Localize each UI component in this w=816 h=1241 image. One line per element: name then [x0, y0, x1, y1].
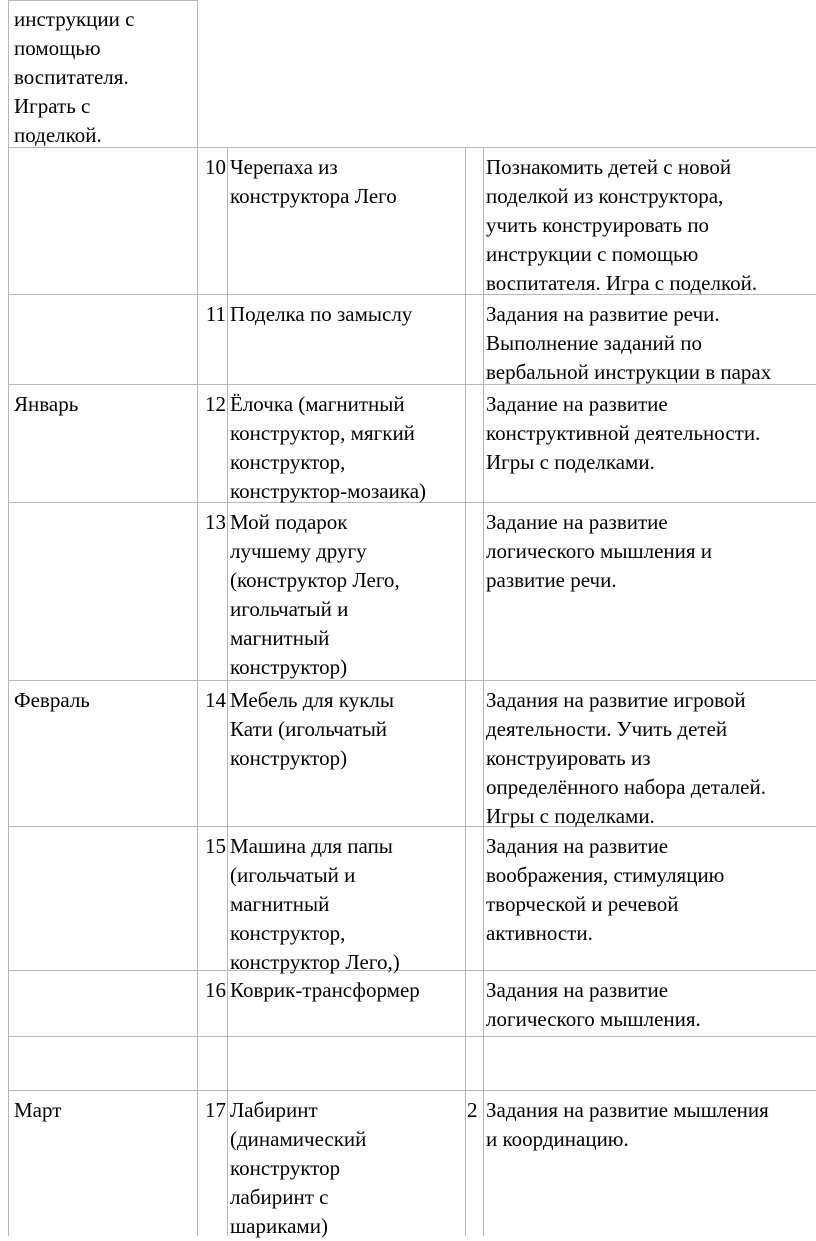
- column-border: [465, 147, 466, 1236]
- lesson-title: Мебель для куклы Кати (игольчатый конструктор): [230, 688, 395, 770]
- row-border: [8, 147, 816, 148]
- lesson-number: 10: [205, 155, 226, 179]
- lesson-number: 16: [205, 978, 226, 1002]
- lesson-description: Познакомить детей с новой поделкой из конструктора, учить конструировать по инструкции с помощью воспитателя. Игра с поделкой.: [486, 155, 758, 295]
- lesson-number: 15: [205, 834, 226, 858]
- lesson-title: Мой подарок лучшему другу (конструктор Лего, игольчатый и магнитный конструктор): [230, 510, 400, 679]
- top-cell-text: инструкции с помощью воспитателя. Играть с поделкой.: [14, 7, 135, 147]
- lesson-description: Задания на развитие воображения, стимуляцию творческой и речевой активности.: [486, 834, 725, 945]
- row-border: [8, 1036, 816, 1037]
- lesson-number: 12: [205, 392, 226, 416]
- month-cell: Январь: [14, 392, 79, 416]
- lesson-description: Задания на развитие мышления и координацию.: [486, 1098, 769, 1151]
- lesson-title: Ёлочка (магнитный конструктор, мягкий конструктор, конструктор-мозаика): [230, 392, 427, 503]
- lesson-title: Машина для папы (игольчатый и магнитный конструктор, конструктор Лего,): [230, 834, 400, 974]
- lesson-description: Задание на развитие логического мышления и развитие речи.: [486, 510, 713, 592]
- lesson-title: Коврик-трансформер: [230, 978, 420, 1002]
- lesson-number: 13: [205, 510, 226, 534]
- row-border: [8, 1090, 816, 1091]
- column-border: [483, 147, 484, 1236]
- lesson-title: Поделка по замыслу: [230, 302, 413, 326]
- column-border: [8, 147, 9, 1236]
- lesson-number: 17: [205, 1098, 226, 1122]
- table-border: [8, 0, 197, 1]
- table-border: [8, 0, 9, 147]
- lesson-description: Задания на развитие игровой деятельности. Учить детей конструировать из определённого набора деталей. Игры с поделками.: [486, 688, 766, 828]
- lesson-number: 11: [205, 302, 226, 326]
- lesson-description: Задания на развитие речи. Выполнение заданий по вербальной инструкции в парах: [486, 302, 772, 384]
- lesson-title: Черепаха из конструктора Лего: [230, 155, 397, 208]
- lesson-title: Лабиринт (динамический конструктор лабиринт с шариками): [230, 1098, 367, 1238]
- hours-cell: 2: [467, 1098, 478, 1122]
- lesson-description: Задания на развитие логического мышления.: [486, 978, 701, 1031]
- lesson-description: Задание на развитие конструктивной деятельности. Игры с поделками.: [486, 392, 761, 474]
- month-cell: Февраль: [14, 688, 90, 712]
- month-cell: Март: [14, 1098, 62, 1122]
- table-border: [197, 0, 198, 147]
- column-border: [227, 147, 228, 1236]
- lesson-number: 14: [205, 688, 226, 712]
